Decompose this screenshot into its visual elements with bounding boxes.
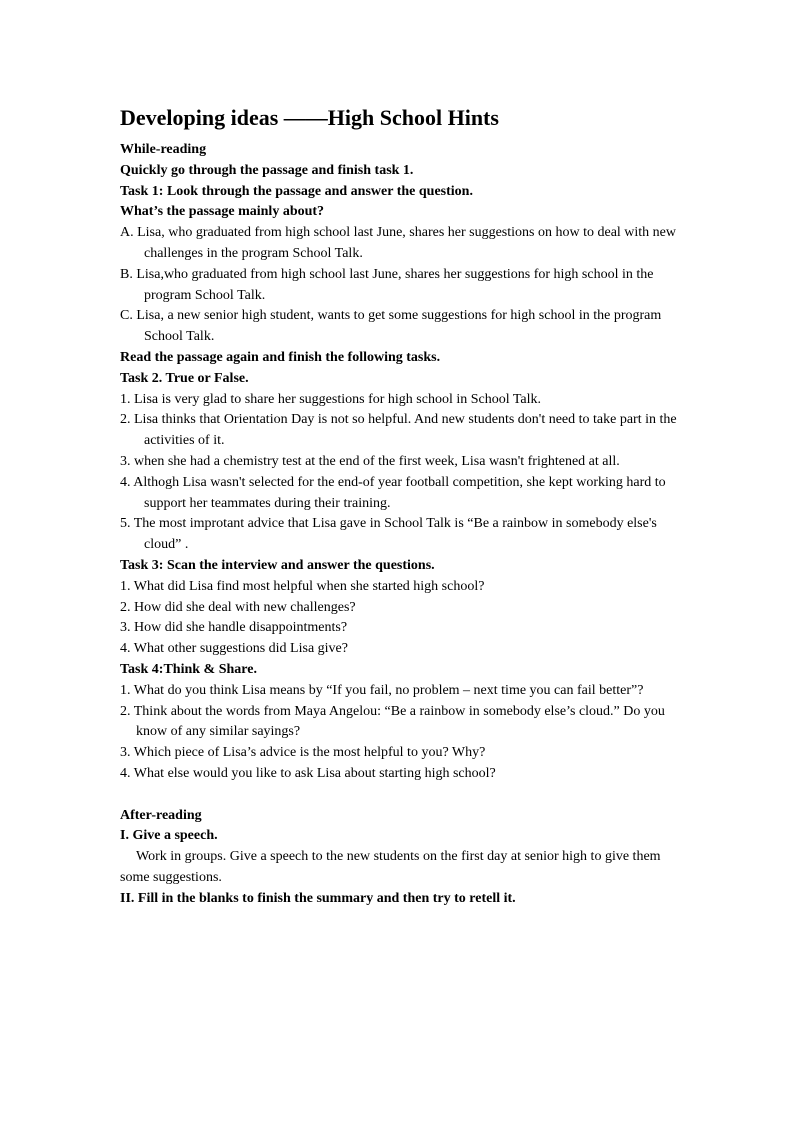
task4-item: 2. Think about the words from Maya Angelou: “Be a rainbow in somebody else’s cloud.” Do you know of any similar sayings? bbox=[120, 703, 665, 740]
while-reading-instruction: Quickly go through the passage and finish task 1. bbox=[120, 162, 414, 178]
speech-heading: I. Give a speech. bbox=[120, 828, 218, 844]
section-spacer bbox=[120, 785, 680, 806]
task1-option-c: C. Lisa, a new senior high student, wants to get some suggestions for high school in the program School Talk. bbox=[120, 308, 662, 345]
task3-item: 4. What other suggestions did Lisa give? bbox=[120, 641, 348, 657]
speech-text: Work in groups. Give a speech to the new students on the first day at senior high to give them some suggestions. bbox=[120, 849, 661, 885]
task2-item: 2. Lisa thinks that Orientation Day is not so helpful. And new students don't need to take part in the activities of it. bbox=[120, 412, 677, 449]
task1-option-b: B. Lisa,who graduated from high school last June, shares her suggestions for high school in the program School Talk. bbox=[120, 266, 654, 303]
task3-heading: Task 3: Scan the interview and answer the questions. bbox=[120, 557, 435, 573]
task2-item: 5. The most improtant advice that Lisa gave in School Talk is “Be a rainbow in somebody else's cloud” . bbox=[120, 516, 657, 553]
task4-item: 3. Which piece of Lisa’s advice is the most helpful to you? Why? bbox=[120, 745, 486, 761]
task1-question: What’s the passage mainly about? bbox=[120, 204, 325, 220]
page-title: Developing ideas ——High School Hints bbox=[120, 105, 499, 130]
while-reading-heading: While-reading bbox=[120, 142, 207, 157]
task4-heading: Task 4:Think & Share. bbox=[120, 661, 257, 677]
task4-item: 4. What else would you like to ask Lisa about starting high school? bbox=[120, 765, 496, 781]
task3-item: 2. How did she deal with new challenges? bbox=[120, 599, 356, 615]
task1-heading: Task 1: Look through the passage and answer the question. bbox=[120, 183, 473, 199]
reading-instruction-2: Read the passage again and finish the following tasks. bbox=[120, 349, 441, 365]
summary-heading: II. Fill in the blanks to finish the summary and then try to retell it. bbox=[120, 890, 516, 906]
task2-item: 3. when she had a chemistry test at the end of the first week, Lisa wasn't frightened at all. bbox=[120, 453, 620, 469]
task4-item: 1. What do you think Lisa means by “If you fail, no problem – next time you can fail better”? bbox=[120, 682, 644, 698]
task1-option-a: A. Lisa, who graduated from high school last June, shares her suggestions on how to deal with new challenges in the program School Talk. bbox=[120, 225, 677, 261]
task2-item: 1. Lisa is very glad to share her suggestions for high school in School Talk. bbox=[120, 391, 542, 407]
after-reading-heading: After-reading bbox=[120, 807, 202, 823]
task3-item: 1. What did Lisa find most helpful when she started high school? bbox=[120, 578, 485, 594]
document-content bbox=[120, 104, 680, 909]
task2-item: 4. Althogh Lisa wasn't selected for the end-of year football competition, she kept working hard to support her teammates during their training. bbox=[120, 474, 666, 511]
task3-item: 3. How did she handle disappointments? bbox=[120, 620, 348, 636]
task2-heading: Task 2. True or False. bbox=[120, 370, 249, 386]
